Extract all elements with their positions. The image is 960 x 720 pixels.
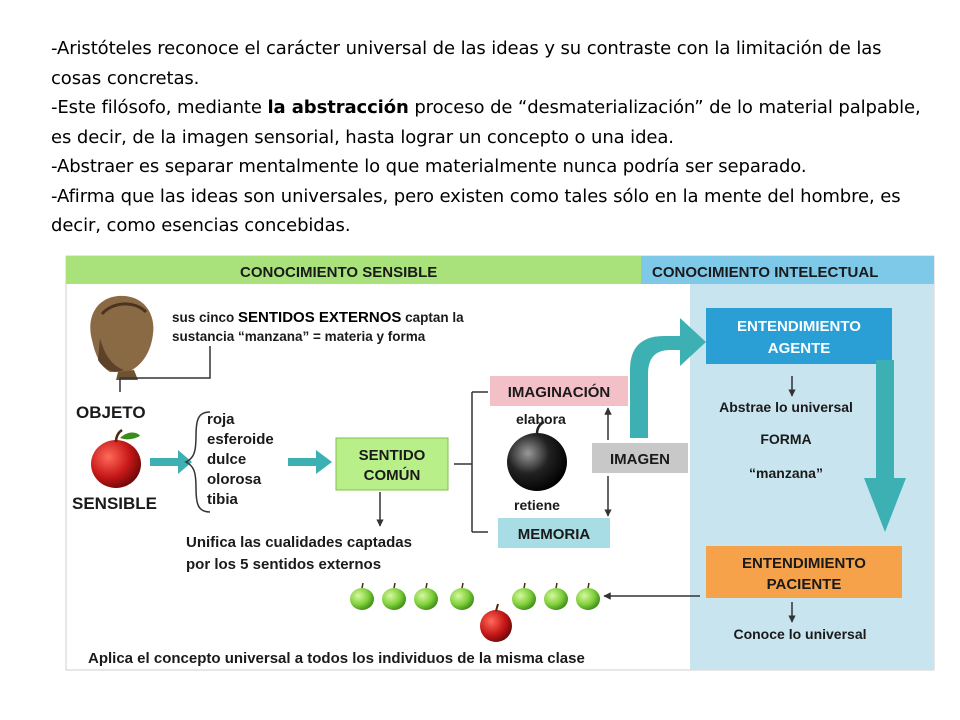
unifica-line-2: por los 5 sentidos externos xyxy=(186,556,382,573)
imagen-label: IMAGEN xyxy=(610,451,670,468)
agente-line-1: ENTENDIMIENTO xyxy=(737,318,861,335)
quality-item: roja xyxy=(207,411,235,428)
paragraph-2: -Este filósofo, mediante la abstracción proceso de “desmaterialización” de lo material palpable, es decir, de la imagen sensorial, hasta lograr un concepto o una idea. xyxy=(51,97,921,148)
paragraph-3: -Abstraer es separar mentalmente lo que materialmente nunca podría ser separado. xyxy=(51,156,807,177)
quality-item: esferoide xyxy=(207,431,274,448)
agente-line-2: AGENTE xyxy=(767,340,831,357)
abstrae-label: Abstrae lo universal xyxy=(719,399,853,415)
paciente-line-1: ENTENDIMIENTO xyxy=(742,555,866,572)
sentido-comun-line-1: SENTIDO xyxy=(358,447,426,464)
paragraph-4: -Afirma que las ideas son universales, pero existen como tales sólo en la mente del hombre, es decir, como esencias concebidas. xyxy=(51,185,901,236)
intelectual-header-label: CONOCIMIENTO INTELECTUAL xyxy=(652,264,879,281)
forma-label: FORMA xyxy=(760,431,812,447)
imaginacion-label: IMAGINACIÓN xyxy=(507,384,611,401)
senses-line-1: sus cinco SENTIDOS EXTERNOS captan la xyxy=(172,309,464,326)
quality-item: olorosa xyxy=(207,471,262,488)
quality-item: tibia xyxy=(207,491,238,508)
senses-line-2: sustancia “manzana” = materia y forma xyxy=(172,329,426,344)
elabora-label: elabora xyxy=(516,411,566,427)
sensible-label: SENSIBLE xyxy=(72,494,158,513)
sentido-comun-line-2: COMÚN xyxy=(363,467,421,484)
paciente-line-2: PACIENTE xyxy=(766,576,842,593)
quality-item: dulce xyxy=(207,451,247,468)
paragraph-1: -Aristóteles reconoce el carácter universal de las ideas y su contraste con la limitación de las cosas concretas. xyxy=(51,38,882,89)
conoce-label: Conoce lo universal xyxy=(733,626,867,642)
objeto-label: OBJETO xyxy=(76,403,146,422)
retiene-label: retiene xyxy=(514,497,560,513)
sensible-header-label: CONOCIMIENTO SENSIBLE xyxy=(240,264,438,281)
memoria-label: MEMORIA xyxy=(517,526,591,543)
unifica-line-1: Unifica las cualidades captadas xyxy=(186,534,412,551)
manzana-label: “manzana” xyxy=(749,465,823,481)
aplica-label: Aplica el concepto universal a todos los individuos de la misma clase xyxy=(88,650,585,667)
